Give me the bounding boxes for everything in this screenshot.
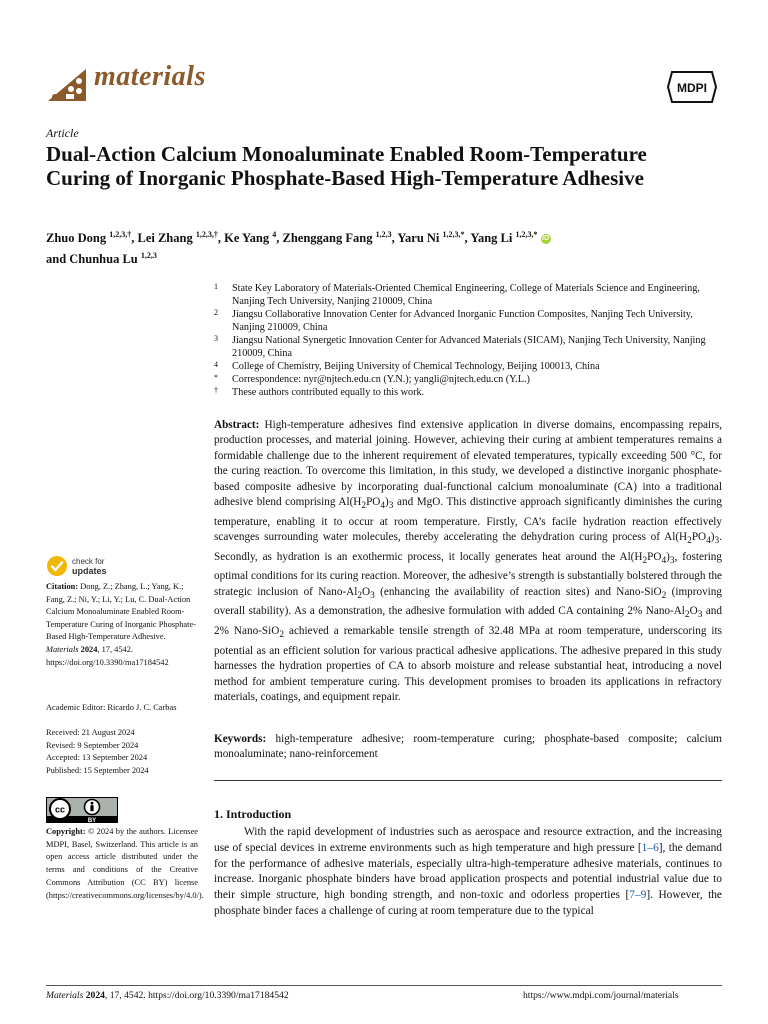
affiliation-item	[214, 373, 724, 386]
article-dates	[46, 727, 198, 778]
affiliation-text: College of Chemistry, Beijing University of Chemical Technology, Beijing 100013, China	[232, 361, 600, 372]
affiliation-mark: †	[214, 386, 218, 395]
author-name[interactable]: Zhenggang Fang	[282, 231, 376, 246]
affiliation-item	[214, 334, 724, 360]
citation-journal: Materials	[46, 644, 79, 654]
affiliation-item	[214, 386, 724, 399]
author-affiliation-marks: 1,2,3,*	[515, 230, 538, 239]
affiliation-text: State Key Laboratory of Materials-Oriented Chemical Engineering, College of Materials Science and Engineering, Nanjing Tech University, Nanjing 210009, China	[232, 283, 700, 307]
author-name[interactable]: Yang Li	[470, 231, 516, 246]
publisher-name: MDPI	[677, 81, 707, 95]
affiliation-mark: 2	[214, 308, 218, 317]
keywords-label: Keywords:	[214, 733, 267, 745]
citation-label: Citation:	[46, 582, 79, 591]
author-affiliation-marks: 1,2,3	[375, 230, 392, 239]
article-type: Article	[46, 126, 79, 140]
affiliation-item	[214, 308, 724, 334]
author-affiliation-marks: 1,2,3,†	[195, 230, 218, 239]
citation-text: Dong, Z.; Zhang, L.; Yang, K.; Fang, Z.; Ni, Y.; Li, Y.; Lu, C. Dual-Action Calcium Monoaluminate Enabled Room-Temperature Curing of Inorganic Phosphate-Based High-Temperature Adhesive.	[46, 582, 196, 642]
reference-link[interactable]: 1–6	[641, 841, 659, 854]
copyright-label: Copyright:	[46, 827, 86, 836]
author-affiliation-marks: 4	[272, 230, 277, 239]
cc-by-license-icon[interactable]	[46, 797, 118, 823]
footer-journal-url[interactable]: https://www.mdpi.com/journal/materials	[523, 990, 679, 1001]
date-published: Published: 15 September 2024	[46, 766, 149, 776]
keywords	[214, 732, 722, 763]
footer-year: 2024	[85, 990, 105, 1001]
author-name[interactable]: Yaru Ni	[397, 231, 443, 246]
section-divider	[214, 780, 722, 781]
introduction-paragraph: With the rapid development of industries such as aerospace and resource extraction, and the increasing use of special devices in extreme environments such as high temperature and high pressure [1–6], the demand for the performance of adhesive materials, especially ultra-high-temperature adhesive materials, continues to increase. Inorganic phosphate binders have broad application prospects and potential industrial value due to their simple structure, high bonding strength, and non-toxic and odorless properties [7–9]. However, the phosphate binder faces a challenge of curing at room temperature due to the typical	[214, 826, 722, 917]
svg-text:cc: cc	[54, 804, 66, 815]
citation-doi[interactable]: , 17, 4542. https://doi.org/10.3390/ma17184542	[46, 644, 169, 667]
keywords-text: high-temperature adhesive; room-temperature curing; phosphate-based composite; calcium monoaluminate; nano-reinforcement	[214, 733, 723, 761]
article-title: Dual-Action Calcium Monoaluminate Enabled Room-Temperature Curing of Inorganic Phosphate-Based High-Temperature Adhesive	[46, 142, 647, 190]
abstract-label: Abstract:	[214, 419, 260, 431]
footer-citation	[46, 990, 289, 1001]
section-heading-introduction: 1. Introduction	[214, 807, 292, 821]
journal-logo-icon	[46, 61, 88, 103]
reference-link[interactable]: 7–9	[629, 889, 647, 902]
cc-by-label: BY	[87, 818, 97, 823]
affiliation-text: Jiangsu Collaborative Innovation Center for Advanced Inorganic Function Composites, Nanjing Tech University, Nanjing 210009, China	[232, 309, 693, 333]
author-list: Zhuo Dong $^{1,2,3,\dagger}$, Lei Zhang $^{1,2,3,\dagger}$, Ke Yang $^4$, Zhenggang Fang $^{1,2,3}$, Yaru Ni $^{1,2,3,*}$, Yang Li $^{1,2,3,*}$ iD and Chunhua Lu $^{1,2,3}$	[46, 230, 550, 267]
footer-divider	[46, 985, 722, 986]
check-for-updates-button[interactable]	[46, 555, 136, 581]
publisher-logo[interactable]	[666, 70, 718, 104]
author-affiliation-marks: 1,2,3	[140, 251, 157, 261]
citation-year: 2024	[80, 644, 98, 654]
affiliation-mark: *	[214, 373, 218, 382]
abstract	[214, 418, 722, 705]
author-name[interactable]: and Chunhua Lu	[46, 252, 141, 267]
check-updates-line1: check for	[72, 557, 105, 566]
date-revised: Revised: 9 September 2024	[46, 740, 139, 750]
journal-name[interactable]: materials	[94, 61, 206, 92]
copyright-notice	[46, 826, 204, 902]
author-name[interactable]: Lei Zhang	[137, 231, 196, 246]
affiliation-mark: 3	[214, 334, 218, 343]
affiliations	[214, 282, 724, 399]
author-name[interactable]: Ke Yang	[224, 231, 273, 246]
abstract-text: High-temperature adhesives find extensive application in diverse domains, encompassing repairs, production processes, and material joining. However, achieving their curing at ambient temperatures remains a formidable challenge due to the inherent requirement of elevated temperatures, typically exceeding 500 °C, for the curing reaction. To overcome this limitation, in this study, we developed a distinctive inorganic phosphate-based composite adhesive by incorporating dual-functional calcium monoaluminate (CA) into a traditional adhesive blend comprising $Al(H_2PO_4)_3$ and MgO. This distinctive approach significantly diminishes the curing temperature, enabling it to occur at room temperature. Firstly, CA’s facile hydration reaction effectively scavenges surrounding water molecules, thereby accelerating the dehydration curing process of $Al(H_2PO_4)_3$. Secondly, as hydration is an exothermic process, it locally generates heat around the $Al(H_2PO_4)_3$, fostering optimal conditions for its curing reaction. Moreover, the adhesive’s strength is substantially bolstered through the strategic inclusion of Nano-$Al_2O_3$ (enhancing the availability of reaction sites) and Nano-SiO$_2$ (improving overall stability). As a demonstration, the adhesive formulation with added CA containing 2% Nano-$Al_2O_3$ and 2% Nano-SiO$_2$ achieved a remarkable tensile strength of 32.48 MPa at room temperature, underscoring its potential as an efficient solution for various practical adhesive applications. The adhesive prepared in this study harnesses the hydration properties of CA to absorb moisture and release substantial heat, introducing a novel method for ambient temperature curing. This development promises to broaden its applications in refractory materials, coatings, and equipment repair.	[214, 419, 723, 703]
orcid-icon[interactable]: iD	[542, 235, 550, 243]
affiliation-item	[214, 282, 724, 308]
affiliation-text: Jiangsu National Synergetic Innovation Center for Advanced Materials (SICAM), Nanjing Tech University, Nanjing 210009, China	[232, 335, 706, 359]
date-received: Received: 21 August 2024	[46, 728, 135, 737]
affiliation-mark: 4	[214, 360, 218, 369]
copyright-text: © 2024 by the authors. Licensee MDPI, Basel, Switzerland. This article is an open access article distributed under the terms and conditions of the Creative Commons Attribution (CC BY) license (https://creativecommons.org/licenses/by/4.0/).	[46, 827, 204, 900]
author-affiliation-marks: 1,2,3,*	[442, 230, 465, 239]
check-updates-icon	[46, 555, 68, 577]
affiliation-text: Correspondence: nyr@njtech.edu.cn (Y.N.); yangli@njtech.edu.cn (Y.L.)	[232, 374, 530, 385]
affiliation-item	[214, 360, 724, 373]
author-affiliation-marks: 1,2,3,†	[109, 230, 132, 239]
affiliation-mark: 1	[214, 282, 218, 291]
author-name[interactable]: Zhuo Dong	[46, 231, 110, 246]
footer-journal: Materials	[46, 990, 84, 1001]
date-accepted: Accepted: 13 September 2024	[46, 753, 148, 763]
affiliation-text: These authors contributed equally to this work.	[232, 387, 425, 398]
academic-editor: Academic Editor: Ricardo J. C. Carbas	[46, 703, 177, 712]
check-updates-line2: updates	[72, 566, 107, 576]
citation-block	[46, 581, 198, 669]
footer-doi-link[interactable]: , 17, 4542. https://doi.org/10.3390/ma17184542	[104, 990, 289, 1001]
